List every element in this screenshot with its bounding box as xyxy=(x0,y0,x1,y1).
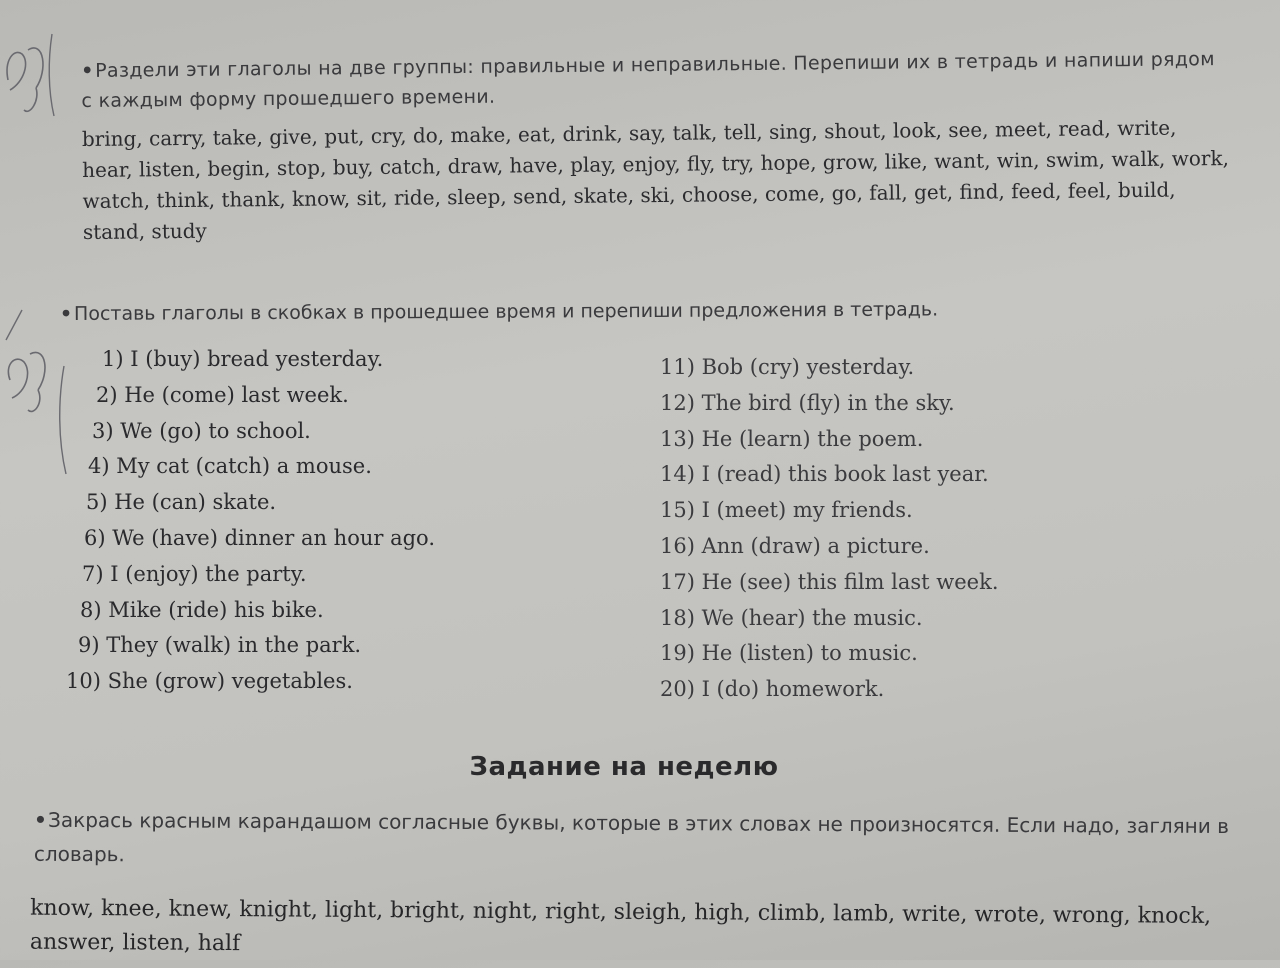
sentence-item: 15) I (meet) my friends. xyxy=(660,498,913,523)
task-verb-groups xyxy=(81,44,1233,248)
task-silent-letters xyxy=(34,803,1264,877)
bullet-icon: • xyxy=(81,59,94,83)
sentence-item: 12) The bird (fly) in the sky. xyxy=(660,390,955,415)
task1-instruction xyxy=(81,44,1232,116)
sentence-item: 13) He (learn) the poem. xyxy=(660,426,924,451)
task1-instruction-text: Раздели эти глаголы на две группы: правильные и неправильные. Перепиши их в тетрадь и напиши рядом с каждым форму прошедшего времени. xyxy=(81,48,1215,113)
sentence-column-left xyxy=(66,342,606,700)
sentence-column-right xyxy=(660,350,1220,708)
sentence-item: 14) I (read) this book last year. xyxy=(660,462,989,487)
task2-instruction-text: Поставь глаголы в скобках в прошедшее время и перепиши предложения в тетрадь. xyxy=(73,298,939,325)
sentence-item: 5) He (can) skate. xyxy=(86,490,277,515)
section-title: Задание на неделю xyxy=(469,752,779,782)
sentence-item: 9) They (walk) in the park. xyxy=(78,633,362,658)
sentence-item: 3) We (go) to school. xyxy=(92,418,311,443)
word-list: know, knee, knew, knight, light, bright, night, right, sleigh, high, climb, lamb, write, wrote, wrong, knock, answer, listen, half xyxy=(29,895,1212,957)
task3-instruction-text: Закрась красным карандашом согласные буквы, которые в этих словах не произносятся. Если надо, загляни в словарь. xyxy=(33,807,1230,867)
sentence-item: 4) My cat (catch) a mouse. xyxy=(88,454,372,479)
sentence-item: 2) He (come) last week. xyxy=(96,382,349,407)
sentence-item: 17) He (see) this film last week. xyxy=(660,569,999,594)
sentence-item: 19) He (listen) to music. xyxy=(660,641,918,666)
verb-list: bring, carry, take, give, put, cry, do, make, eat, drink, say, talk, tell, sing, shout, look, see, meet, read, write, hear, listen, begin, stop, buy, catch, draw, have, play, enjoy, fly, try, hope, grow, like, want, win, swim, walk, work, watch, think, thank, know, sit, ride, sleep, send, skate, ski, choose, come, go, fall, get, find, feed, feel, build, stand, study xyxy=(81,115,1230,245)
sentence-item: 1) I (buy) bread yesterday. xyxy=(102,347,384,371)
sentence-item: 16) Ann (draw) a picture. xyxy=(660,533,930,558)
task-past-tense xyxy=(60,293,1230,329)
sentence-item: 18) We (hear) the music. xyxy=(660,605,923,630)
sentence-item: 10) She (grow) vegetables. xyxy=(66,669,353,694)
bullet-icon: • xyxy=(34,807,47,832)
sentence-item: 6) We (have) dinner an hour ago. xyxy=(84,525,435,550)
sentence-item: 7) I (enjoy) the party. xyxy=(82,561,307,586)
sentence-item: 11) Bob (cry) yesterday. xyxy=(660,355,915,379)
sentence-item: 20) I (do) homework. xyxy=(660,677,885,702)
sentence-item: 8) Mike (ride) his bike. xyxy=(80,597,324,622)
bullet-icon: • xyxy=(59,302,73,326)
